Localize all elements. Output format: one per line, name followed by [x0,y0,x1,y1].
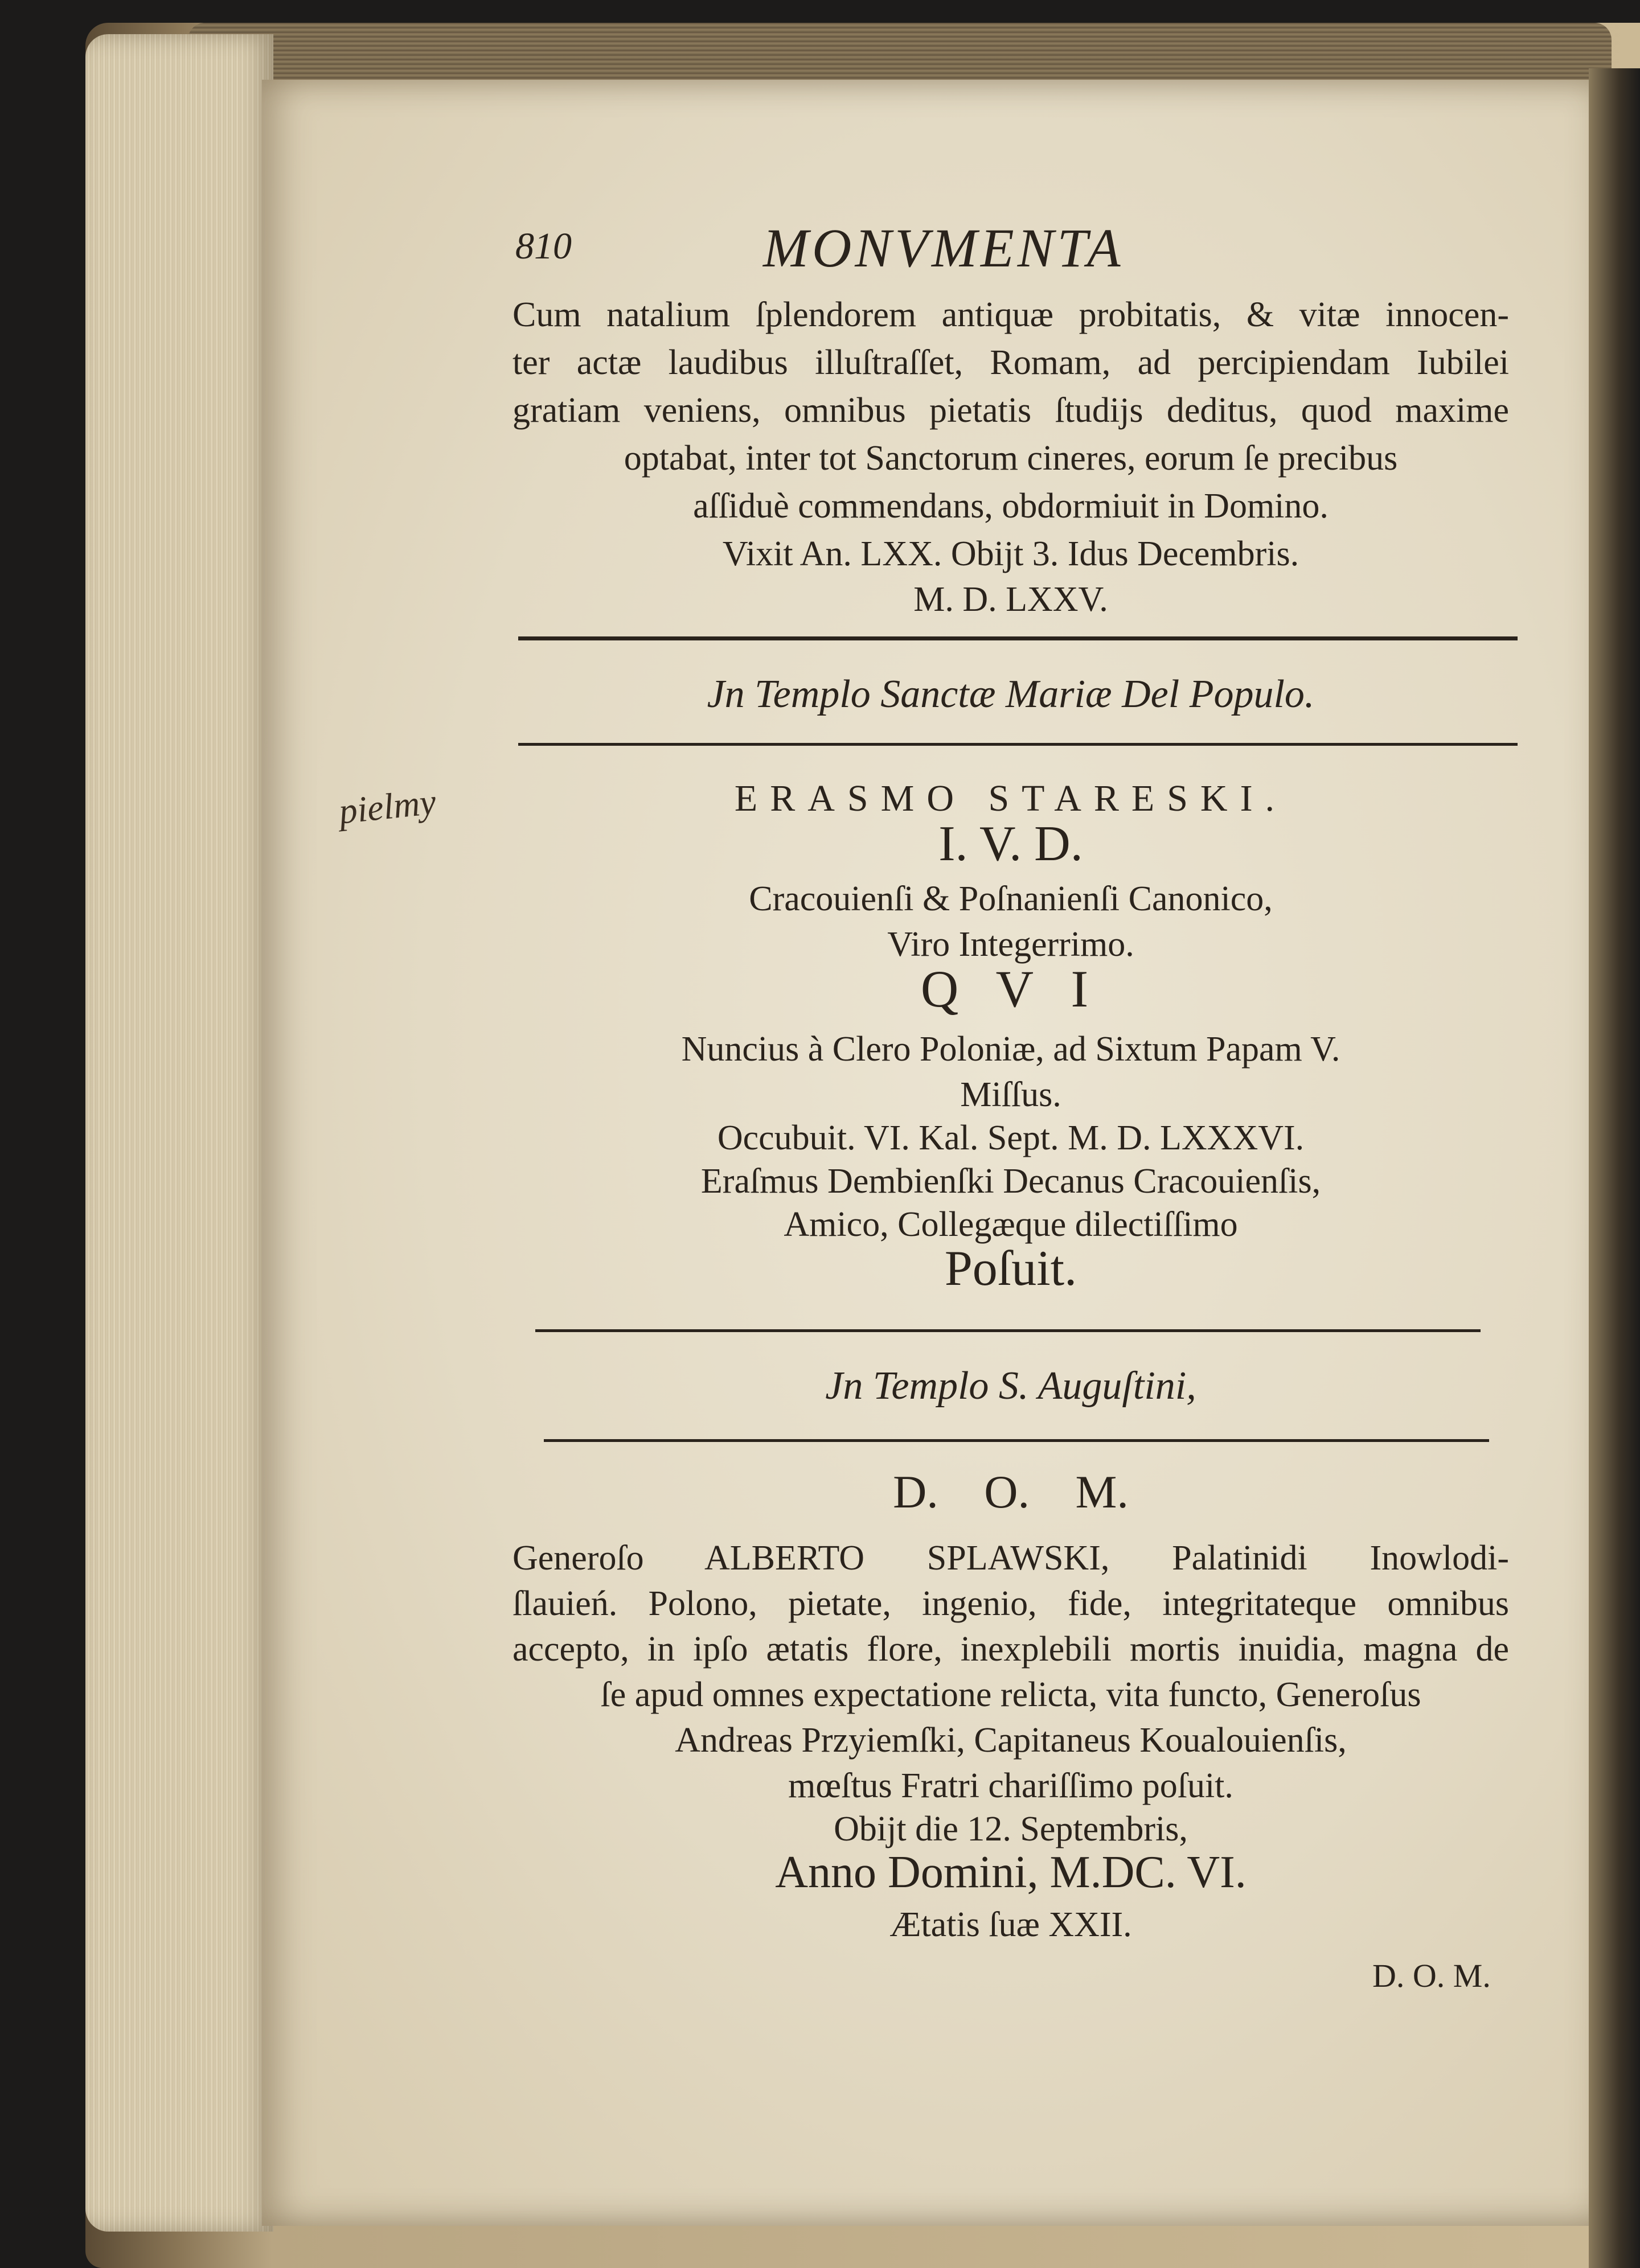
epitaph-2-name: ERASMO STARESKI. [734,778,1288,819]
epitaph-2 [512,774,1509,1296]
section-heading: Jn Templo S. Auguſtini, [825,1364,1196,1408]
epitaph-2-line: Eraſmus Dembienſki Decanus Cracouienſis, [700,1162,1321,1201]
epitaph-3-line: mœſtus Fratri chariſſimo poſuit. [788,1766,1233,1805]
epitaph-1-line: M. D. LXXV. [913,580,1108,619]
epitaph-2-line: Amico, Collegæque dilectiſſimo [784,1205,1238,1244]
rule [518,743,1518,746]
epitaph-2-line: Viro Integerrimo. [887,925,1134,964]
epitaph-3-line: ſlauień. Polono, pietate, ingenio, fide, integritateque omnibus [512,1584,1509,1623]
running-head-title: MONVMENTA [763,217,1124,278]
page-stack-fore-edge [85,34,273,2232]
epitaph-1-line: ter actæ laudibus illuſtraſſet, Romam, ad percipiendam Iubilei [512,343,1509,382]
book-gutter [1589,68,1640,2268]
epitaph-3 [512,1468,1509,1957]
epitaph-1-line: aſſiduè commendans, obdormiuit in Domino. [693,487,1329,525]
epitaph-1-line: optabat, inter tot Sanctorum cineres, eorum ſe precibus [624,439,1398,478]
epitaph-2-line: Nuncius à Clero Poloniæ, ad Sixtum Papam V. [681,1030,1340,1069]
epitaph-3-line: accepto, in ipſo ætatis flore, inexplebili mortis inuidia, magna de [512,1630,1509,1669]
epitaph-3-line: ſe apud omnes expectatione relicta, vita functo, Generoſus [600,1675,1421,1714]
epitaph-2-line: Cracouienſi & Poſnanienſi Canonico, [749,880,1273,918]
epitaph-2-line: Miſſus. [960,1075,1061,1114]
epitaph-2-posuit: Poſuit. [944,1241,1077,1296]
epitaph-3-aetatis: Ætatis ſuæ XXII. [889,1905,1132,1944]
rule [518,636,1518,640]
catchword: D. O. M. [1372,1957,1491,1994]
epitaph-3-anno: Anno Domini, M.DC. VI. [775,1847,1247,1897]
epitaph-1-line: Vixit An. LXX. Obijt 3. Idus Decembris. [722,535,1299,573]
epitaph-3-line: Andreas Przyiemſki, Capitaneus Koualouienſis, [675,1721,1347,1760]
epitaph-1-line: Cum natalium ſplendorem antiquæ probitatis, & vitæ innocen- [512,295,1509,334]
rule [535,1329,1481,1332]
epitaph-1 [512,290,1509,619]
marginal-note: pielmy [337,781,438,832]
section-heading: Jn Templo Sanctæ Mariæ Del Populo. [707,672,1315,716]
epitaph-3-line: Obijt die 12. Septembris, [834,1810,1188,1848]
rule [544,1439,1489,1442]
epitaph-2-qui: Q V I [920,960,1101,1018]
page-number: 810 [515,225,572,267]
epitaph-3-dom: D. O. M. [893,1466,1129,1518]
epitaph-2-line: Occubuit. VI. Kal. Sept. M. D. LXXXVI. [717,1119,1305,1157]
epitaph-2-degree: I. V. D. [938,816,1083,872]
epitaph-1-line: gratiam veniens, omnibus pietatis ſtudijs deditus, quod maxime [512,391,1509,430]
epitaph-3-line: Generoſo ALBERTO SPLAWSKI, Palatinidi Inowlodi- [512,1539,1509,1577]
